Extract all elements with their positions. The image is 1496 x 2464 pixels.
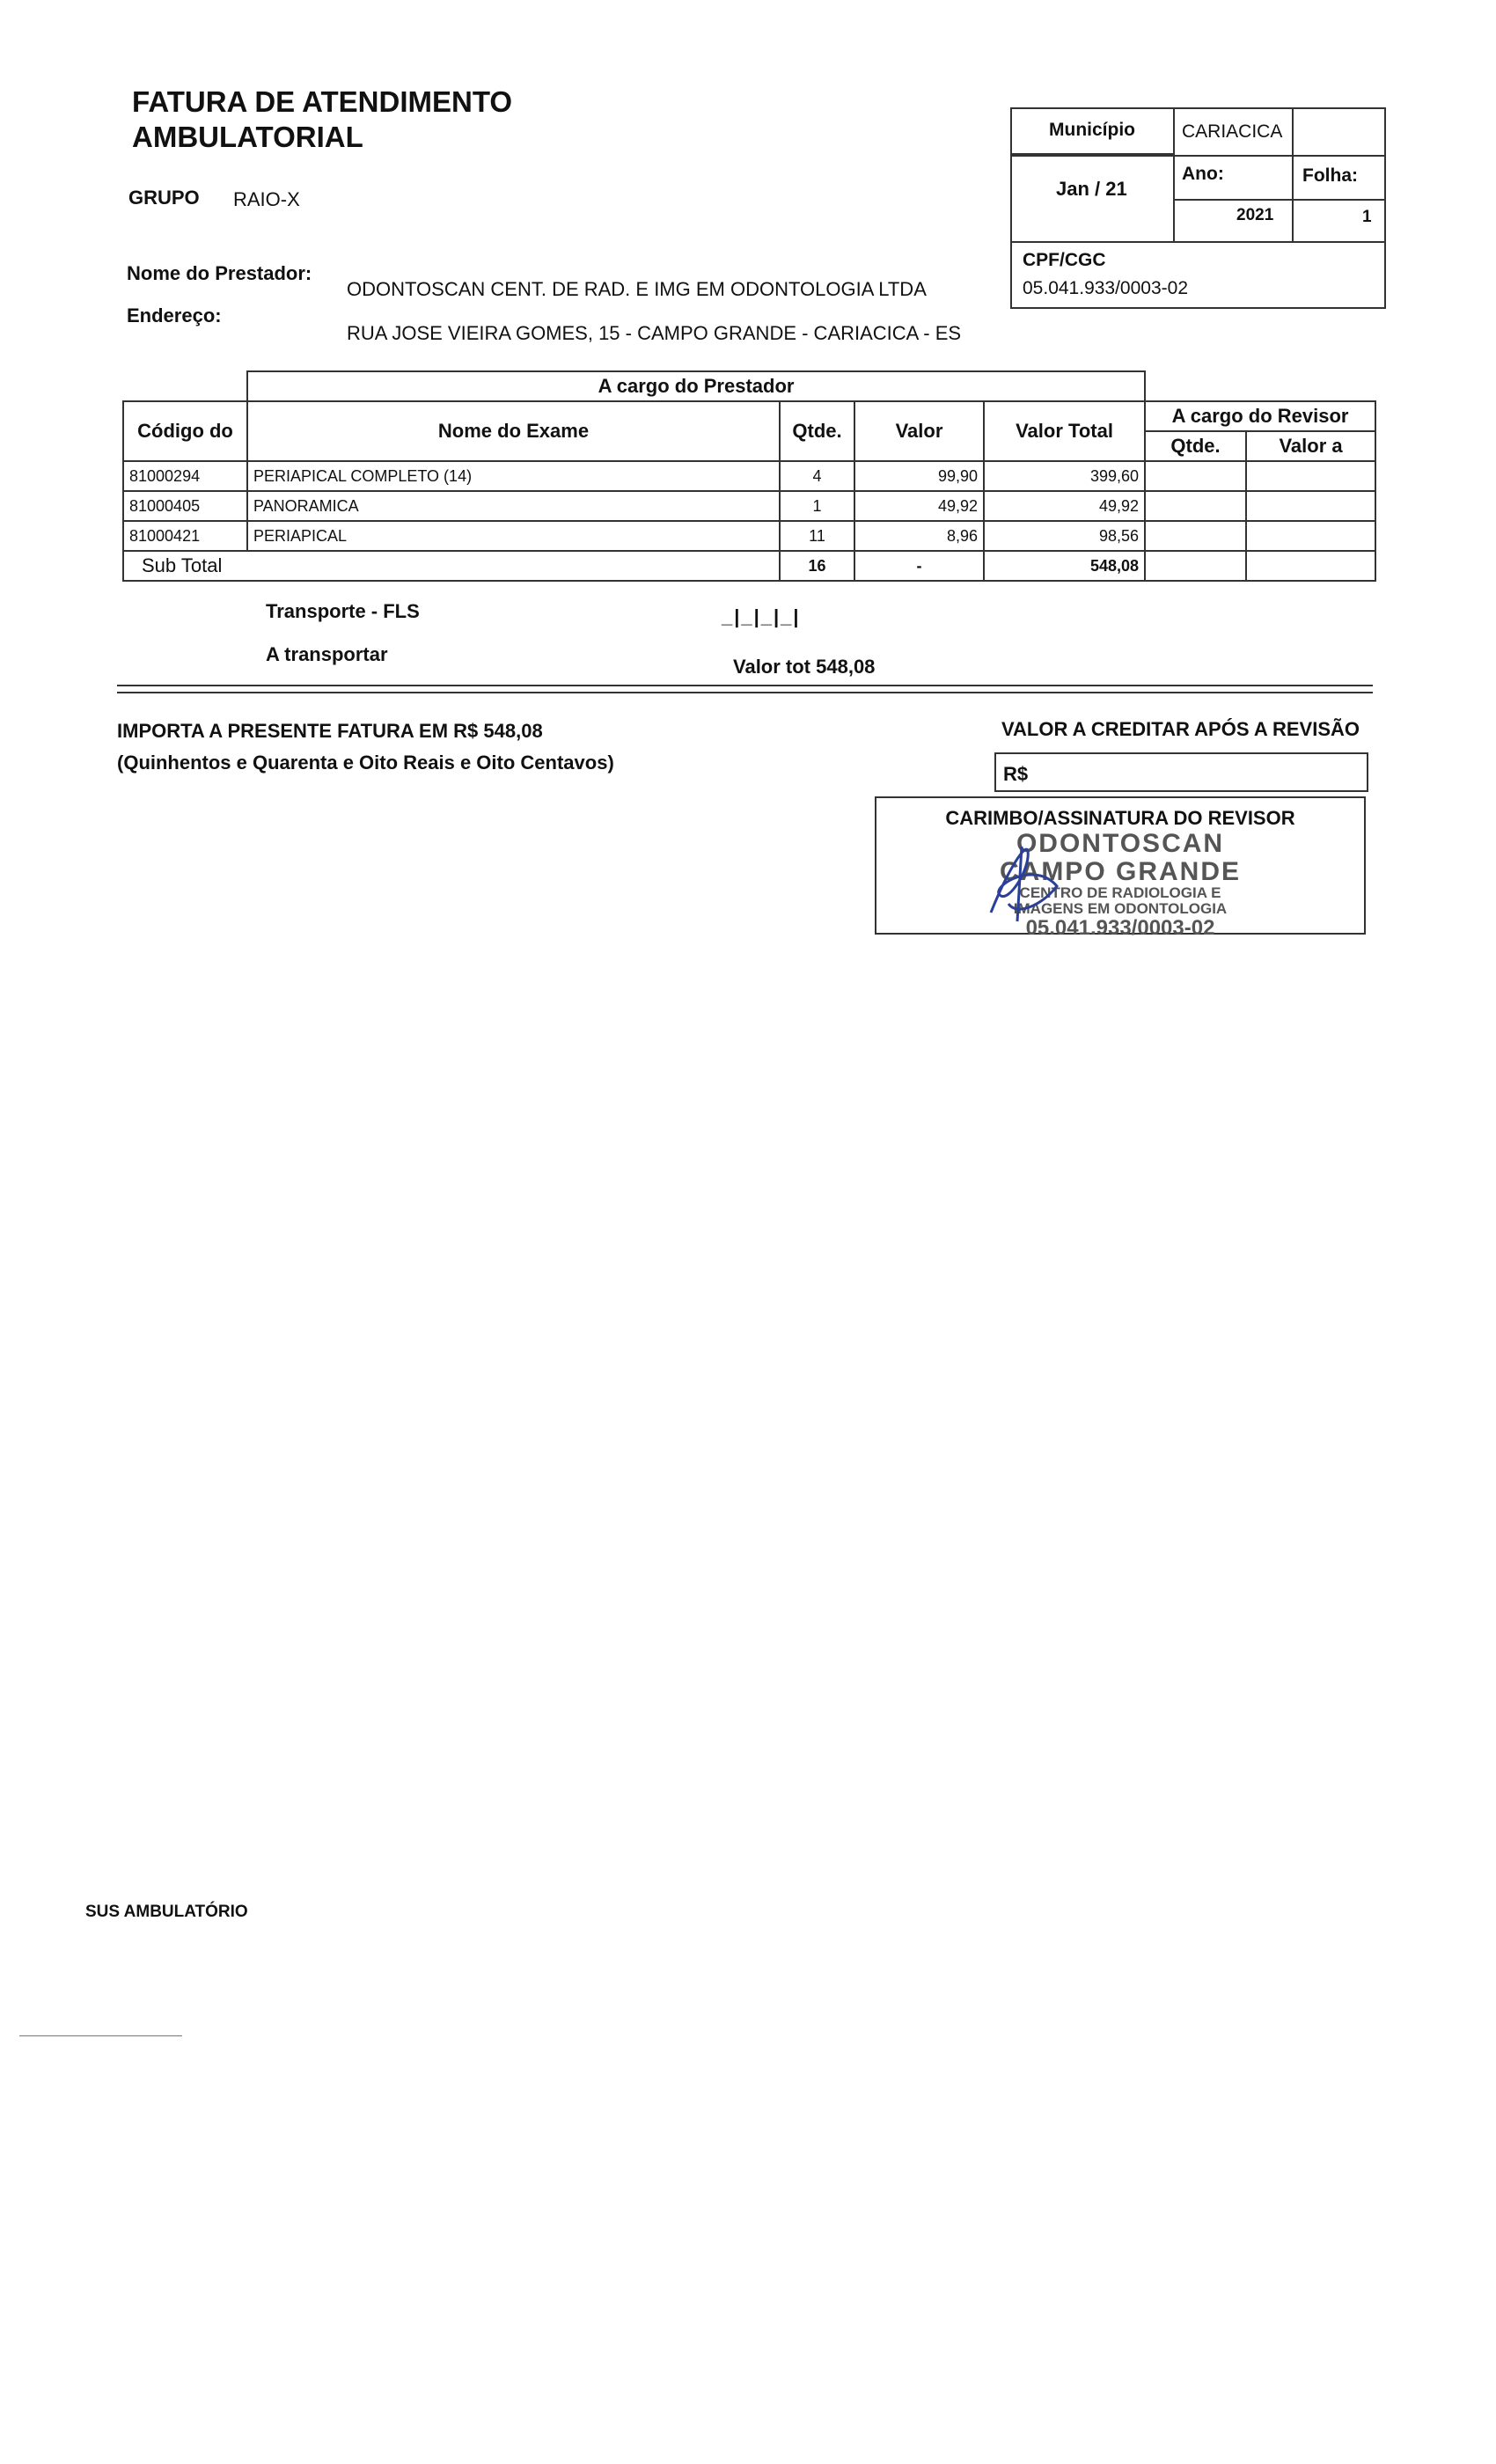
stamp-line: ODONTOSCAN xyxy=(1016,829,1225,858)
codigo: 81000421 xyxy=(123,521,247,551)
ano-label: Ano: xyxy=(1182,164,1224,184)
cpf-label: CPF/CGC xyxy=(1023,250,1106,270)
table-row xyxy=(123,521,1375,551)
extenso-text: (Quinhentos e Quarenta e Oito Reais e Oito Centavos) xyxy=(117,752,614,774)
ano-value: 2021 xyxy=(1236,206,1274,224)
rev-valor xyxy=(1246,521,1375,551)
col-valor: Valor xyxy=(854,401,984,461)
rev-valor xyxy=(1246,551,1375,581)
footer-line xyxy=(19,2035,182,2036)
footer-label: SUS AMBULATÓRIO xyxy=(85,1903,248,1921)
group-revisor: A cargo do Revisor xyxy=(1145,401,1375,431)
rev-valor xyxy=(1246,491,1375,521)
valor-total: 49,92 xyxy=(984,491,1145,521)
title-line-2: AMBULATORIAL xyxy=(132,121,363,153)
col-nome: Nome do Exame xyxy=(247,401,780,461)
a-transportar-label: A transportar xyxy=(266,643,388,665)
codigo: 81000294 xyxy=(123,461,247,491)
importa-text: IMPORTA A PRESENTE FATURA EM R$ 548,08 xyxy=(117,720,543,742)
stamp-box xyxy=(875,796,1366,940)
col-valor-total: Valor Total xyxy=(984,401,1145,461)
col-codigo: Código do xyxy=(123,401,247,461)
stamp-line: IMAGENS EM ODONTOLOGIA xyxy=(1013,899,1228,917)
rs-label: R$ xyxy=(1003,763,1029,785)
nome-exame: PANORAMICA xyxy=(247,491,780,521)
group-prestador: A cargo do Prestador xyxy=(247,371,1145,401)
folha-label: Folha: xyxy=(1302,165,1358,186)
nome-exame: PERIAPICAL COMPLETO (14) xyxy=(247,461,780,491)
qtde: 1 xyxy=(780,491,854,521)
valor-total: 98,56 xyxy=(984,521,1145,551)
endereco-label: Endereço: xyxy=(127,304,222,326)
qtde: 11 xyxy=(780,521,854,551)
cpf-value: 05.041.933/0003-02 xyxy=(1023,278,1189,298)
nome-exame: PERIAPICAL xyxy=(247,521,780,551)
valor-tot: Valor tot 548,08 xyxy=(733,656,876,678)
subtotal-label: Sub Total xyxy=(123,551,780,581)
rev-qtde xyxy=(1145,521,1246,551)
grupo-label: GRUPO xyxy=(128,187,200,209)
creditar-label: VALOR A CREDITAR APÓS A REVISÃO xyxy=(1001,718,1360,740)
municipio-value: CARIACICA xyxy=(1182,121,1283,142)
valor: 8,96 xyxy=(854,521,984,551)
transporte-label: Transporte - FLS xyxy=(266,600,420,622)
folha-value: 1 xyxy=(1362,208,1372,226)
fls-marks: _|_|_|_| xyxy=(722,605,801,627)
stamp-line: CENTRO DE RADIOLOGIA E xyxy=(1019,884,1221,901)
double-divider xyxy=(117,685,1373,693)
stamp-line: CAMPO GRANDE xyxy=(999,856,1241,886)
stamp-line: 05.041.933/0003-02 xyxy=(1025,915,1215,940)
company-stamp xyxy=(876,830,1364,939)
table-row xyxy=(123,461,1375,491)
title-line-1: FATURA DE ATENDIMENTO xyxy=(132,85,513,118)
qtde: 4 xyxy=(780,461,854,491)
grupo-value: RAIO-X xyxy=(233,188,300,210)
valor-total: 399,60 xyxy=(984,461,1145,491)
rev-qtde xyxy=(1145,461,1246,491)
exam-table xyxy=(122,370,1376,582)
info-box xyxy=(1010,107,1386,309)
col-qtde: Qtde. xyxy=(780,401,854,461)
subtotal-row xyxy=(123,551,1375,581)
prestador-value: ODONTOSCAN CENT. DE RAD. E IMG EM ODONTOLOGIA LTDA xyxy=(347,278,927,300)
signature-icon xyxy=(973,833,1070,930)
subtotal-qtde: 16 xyxy=(780,551,854,581)
periodo: Jan / 21 xyxy=(1056,178,1127,200)
col-rev-valor: Valor a xyxy=(1246,431,1375,461)
col-rev-qtde: Qtde. xyxy=(1145,431,1246,461)
document-title xyxy=(132,84,512,155)
municipio-label: Município xyxy=(1049,120,1135,140)
subtotal-valor: - xyxy=(854,551,984,581)
prestador-label: Nome do Prestador: xyxy=(127,262,312,284)
rs-field[interactable] xyxy=(994,752,1368,792)
rev-qtde xyxy=(1145,551,1246,581)
codigo: 81000405 xyxy=(123,491,247,521)
valor: 49,92 xyxy=(854,491,984,521)
rev-qtde xyxy=(1145,491,1246,521)
rev-valor xyxy=(1246,461,1375,491)
table-row xyxy=(123,491,1375,521)
endereco-value: RUA JOSE VIEIRA GOMES, 15 - CAMPO GRANDE - CARIACICA - ES xyxy=(347,322,962,344)
subtotal-total: 548,08 xyxy=(984,551,1145,581)
stamp-box-label: CARIMBO/ASSINATURA DO REVISOR xyxy=(945,807,1295,829)
valor: 99,90 xyxy=(854,461,984,491)
